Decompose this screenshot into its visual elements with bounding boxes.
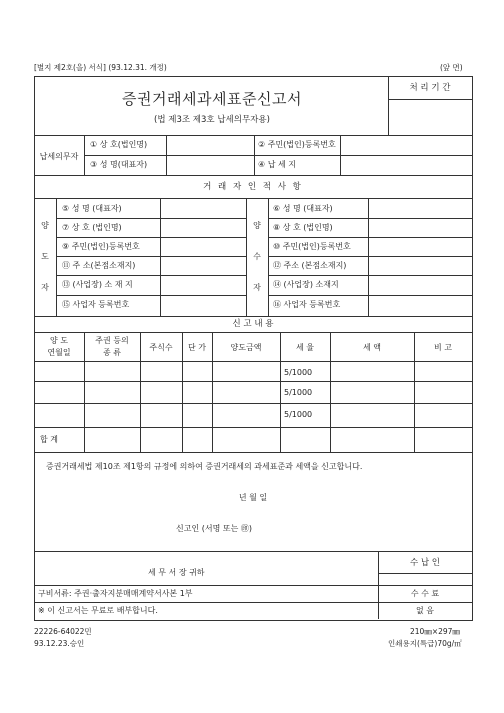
form-id: [별지 제2호(을) 서식] (93.12.31. 개정) (34, 63, 167, 72)
free-note: ※ 이 신고서는 무료로 배부합니다. (38, 606, 158, 615)
col-kind-l1: 주권 등의 (95, 336, 129, 345)
taxpayer-name-label: ① 상 호(법인명) (90, 140, 148, 149)
page-side: (앞 면) (440, 63, 463, 72)
col-shares: 주식수 (149, 343, 173, 352)
col-note: 비 고 (434, 343, 452, 352)
seller-side-char-3: 자 (41, 283, 49, 292)
seller-side-char-2: 도 (41, 252, 49, 261)
seller-regno-label: ⑨ 주민(법인)등록번호 (62, 242, 140, 251)
col-date-l1: 양 도 (50, 336, 68, 345)
footer-paper: 인쇄용지(특급)70g/㎡ (388, 639, 462, 648)
col-kind-l2: 종 류 (103, 348, 121, 357)
buyer-address-label: ⑫ 주소 (본점소재지) (273, 261, 347, 270)
required-docs: 구비서류: 주권·출자지분매매계약서사본 1부 (38, 589, 193, 598)
footer-size: 210㎜×297㎜ (410, 627, 460, 636)
col-rate: 세 율 (296, 343, 314, 352)
taxpayer-regno-label: ② 주민(법인)등록번호 (258, 140, 336, 149)
fee-value: 없 음 (416, 606, 434, 615)
buyer-regno-label: ⑩ 주민(법인)등록번호 (273, 242, 351, 251)
seller-side-char-1: 양 (41, 221, 49, 230)
buyer-side-char-2: 수 (253, 252, 261, 261)
processing-period-label: 처 리 기 간 (409, 83, 451, 93)
footer-code: 22226-64022민 (34, 627, 92, 636)
buyer-name-label: ⑥ 성 명 (대표자) (273, 204, 333, 213)
total-label: 합 계 (40, 435, 58, 444)
taxpayer-name-field[interactable] (167, 136, 253, 154)
col-tax: 세 액 (363, 343, 381, 352)
report-section-title: 신 고 내 용 (232, 319, 274, 329)
seller-address-label: ⑪ 주 소(본점소재지) (62, 261, 136, 270)
buyer-side-char-3: 자 (253, 283, 261, 292)
taxpayer-address-label: ④ 납 세 지 (258, 160, 296, 169)
buyer-values-field[interactable] (369, 199, 471, 315)
col-date-l2: 연월일 (47, 348, 71, 357)
taxpayer-rep-field[interactable] (167, 156, 253, 174)
date-line: 년 월 일 (238, 493, 268, 502)
fee-label: 수 수 료 (410, 589, 440, 598)
trade-section-title: 거 래 자 인 적 사 항 (203, 182, 303, 192)
seller-site-label: ⑬ (사업장) 소 재 지 (62, 280, 133, 289)
seller-name-label: ⑤ 성 명 (대표자) (62, 204, 122, 213)
declaration-text: 증권거래세법 제10조 제1항의 규정에 의하여 증권거래세의 과세표준과 세액을 신고합니다. (46, 462, 363, 471)
col-price: 단 가 (188, 343, 206, 352)
row3-rate: 5/1000 (284, 410, 313, 419)
taxpayer-address-field[interactable] (341, 156, 471, 174)
buyer-site-label: ⑭ (사업장) 소재지 (273, 280, 339, 289)
taxpayer-regno-field[interactable] (341, 136, 471, 154)
row1-rate: 5/1000 (284, 368, 313, 377)
form-title: 증권거래세과세표준신고서 (122, 90, 302, 108)
row2-rate: 5/1000 (284, 388, 313, 397)
taxpayer-label: 납세의무자 (39, 152, 79, 161)
seller-bizno-label: ⑮ 사업자 등록번호 (62, 300, 130, 309)
col-amount: 양도금액 (230, 343, 262, 352)
taxpayer-rep-label: ③ 성 명(대표자) (90, 160, 148, 169)
recipient-line: 세 무 서 장 귀하 (148, 568, 205, 577)
form-subtitle: (법 제3조 제3호 납세의무자용) (154, 115, 270, 125)
buyer-company-label: ⑧ 상 호 (법인명) (273, 223, 333, 232)
seller-values-field[interactable] (161, 199, 245, 315)
reporter-line: 신고인 (서명 또는 ㊞) (176, 524, 252, 533)
buyer-side-char-1: 양 (253, 221, 261, 230)
processing-period-field[interactable] (389, 100, 471, 134)
stamp-box-label: 수 납 인 (409, 558, 441, 568)
stamp-box-area[interactable] (379, 574, 471, 584)
footer-approval: 93.12.23.승인 (34, 639, 85, 648)
buyer-bizno-label: ⑯ 사업자 등록번호 (273, 300, 341, 309)
seller-company-label: ⑦ 상 호 (법인명) (62, 223, 122, 232)
